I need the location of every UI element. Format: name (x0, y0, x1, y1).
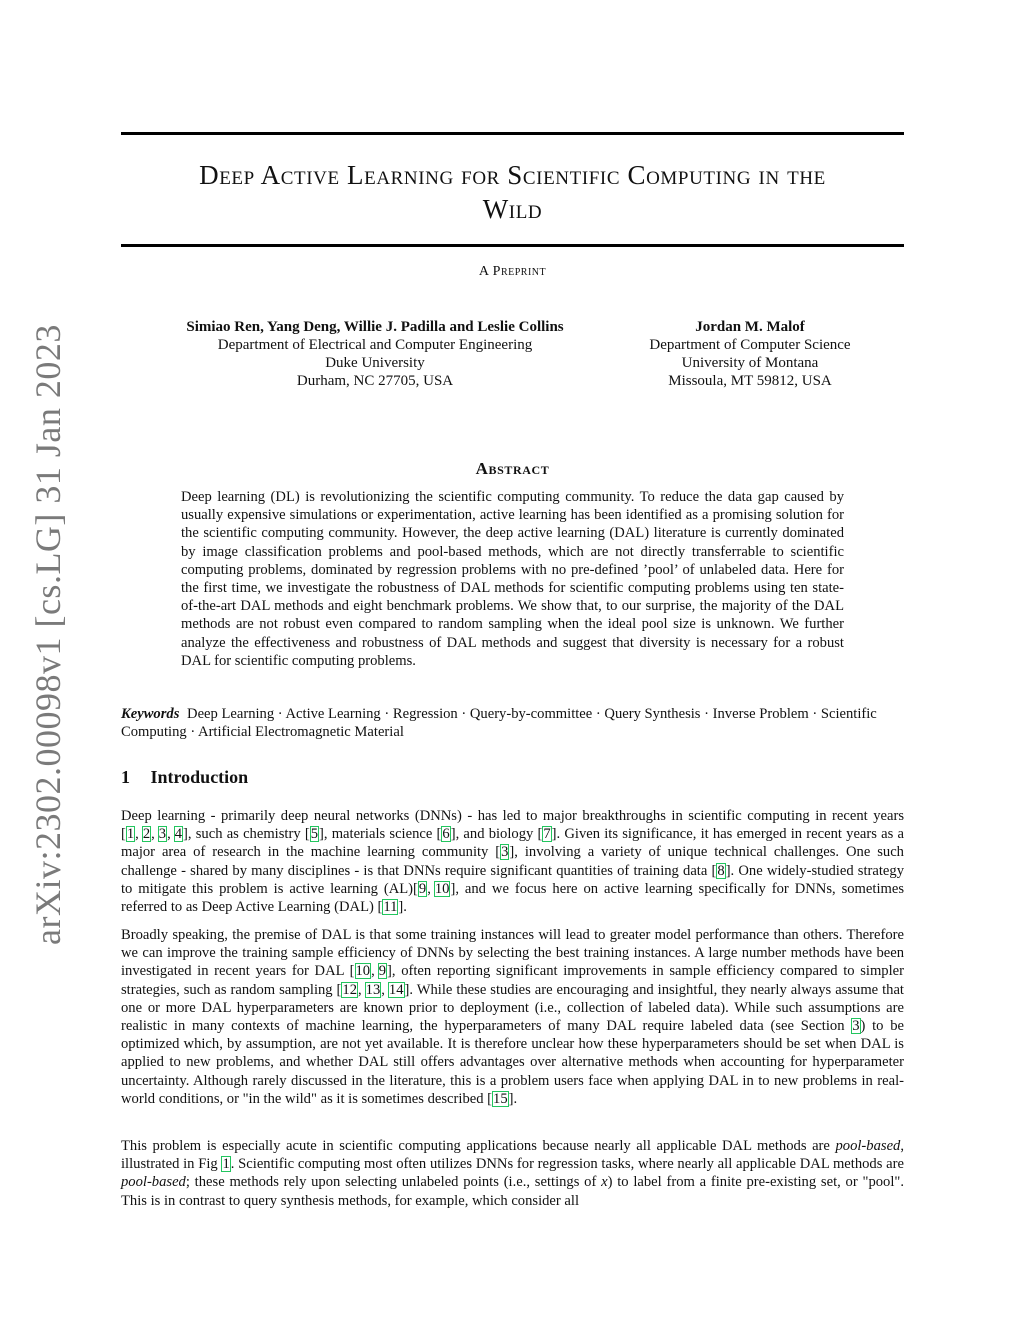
paper-title-line-2: Wild (482, 194, 543, 224)
citation-link[interactable]: 3 (158, 826, 167, 843)
text-run: ]. (508, 1090, 518, 1107)
text-run: . Scientific computing most often utilizes DNNs for regression tasks, where nearly all applicable DAL methods are (230, 1156, 904, 1173)
intro-paragraph-2 (121, 926, 904, 1108)
citation-link[interactable]: 8 (717, 862, 725, 879)
citation-link[interactable]: 7 (543, 826, 551, 843)
text-run: ]. While these studies are encouraging and insightful, they nearly always assume that one or more DAL hyperparameters are known prior to deployment (i.e., collection of labeled data). While such assumptions are realistic in many contexts of machine learning, the hyperparameters of many DAL require labeled data (see Section (121, 981, 904, 1035)
author-names: Jordan M. Malof (695, 319, 805, 335)
citation-link[interactable]: 4 (174, 826, 183, 843)
text-run: ]. One widely-studied strategy to mitigate this problem is active learning (AL)[ (121, 862, 904, 897)
text-run: ]. Given its significance, it has emerged in recent years as a major area of research in the machine learning community [ (121, 826, 904, 861)
keywords-label: Keywords (121, 706, 180, 722)
text-run: ], such as chemistry [ (183, 826, 310, 843)
paper-title (121, 158, 904, 226)
emphasis-text: pool-based (121, 1174, 186, 1191)
author-names: Simiao Ren, Yang Deng, Willie J. Padilla and Leslie Collins (186, 319, 564, 335)
text-run: ], often reporting significant improvements in sample efficiency compared to simpler strategies, such as random sampling [ (121, 963, 904, 998)
text-run: Deep learning - primarily deep neural networks (DNNs) - has led to major breakthroughs in scientific computing in recent years [ (121, 808, 904, 843)
citation-link[interactable]: 10 (434, 880, 450, 897)
abstract-heading: Abstract (475, 459, 550, 478)
math-variable: x (601, 1174, 608, 1191)
citation-separator: , (135, 826, 139, 843)
text-run: , illustrated in Fig (121, 1138, 904, 1173)
citation-link[interactable]: 6 (442, 826, 450, 843)
citation-link[interactable]: 2 (142, 826, 151, 843)
citation-link[interactable]: 13 (365, 981, 381, 998)
citation-separator: , (358, 981, 362, 998)
citation-link[interactable]: 9 (418, 880, 427, 897)
author-affiliation: Department of Electrical and Computer Engineering (217, 337, 533, 353)
citation-link[interactable]: 11 (383, 899, 398, 916)
paper-title-line-1: Deep Active Learning for Scientific Computing in the (199, 160, 826, 190)
keywords-list: Deep Learning · Active Learning · Regression · Query-by-committee · Query Synthesis · Inverse Problem · Scientific Computing · Artificial Electromagnetic Material (121, 706, 877, 741)
author-institution: Duke University (325, 355, 425, 371)
author-location: Missoula, MT 59812, USA (668, 373, 832, 389)
keywords (121, 705, 904, 741)
author-affiliation: Department of Computer Science (649, 337, 851, 353)
text-run: ], materials science [ (318, 826, 442, 843)
title-top-rule (121, 132, 904, 135)
text-run: ; these methods rely upon selecting unlabeled points (i.e., settings of (185, 1174, 602, 1191)
author-institution: University of Montana (681, 355, 819, 371)
arxiv-identifier-stamp: arXiv:2302.00098v1 [cs.LG] 31 Jan 2023 (28, 324, 68, 945)
citation-link[interactable]: 3 (501, 844, 509, 861)
preprint-label: A Preprint (478, 264, 547, 279)
author-block-duke (160, 318, 590, 390)
citation-separator: , (151, 826, 155, 843)
citation-link[interactable]: 15 (493, 1090, 508, 1107)
text-run: ) to be optimized which, by assumption, are not yet available. It is therefore unclear how these hyperparameters should be set when DAL is applied to new problems, and whether DAL still offers advantages over alternative methods when accounting for hyperparameter uncertainty. Although rarely discussed in the literature, this is a problem users face when applying DAL in to new problems in real-world conditions, or "in the wild" as it is sometimes described [ (121, 1018, 904, 1107)
citation-separator: , (167, 826, 171, 843)
section-number: 1 (121, 767, 130, 787)
title-bottom-rule (121, 244, 904, 247)
intro-paragraph-3 (121, 1137, 904, 1210)
intro-paragraph-1 (121, 807, 904, 916)
section-heading-introduction (121, 767, 248, 788)
author-location: Durham, NC 27705, USA (296, 373, 454, 389)
text-run: ], involving a variety of unique technical challenges. One such challenge - shared by many disciplines - is that DNNs require significant quantities of training data [ (121, 844, 904, 879)
citation-link[interactable]: 12 (342, 981, 357, 998)
abstract-text: Deep learning (DL) is revolutionizing the scientific computing community. To reduce the data gap caused by usually expensive simulations or experimentation, active learning has been identified as a promising solution for the scientific computing community. However, the deep active learning (DAL) literature is currently dominated by image classification problems and pool-based methods, which are not directly transferrable to scientific computing problems, dominated by regression problems with no pre-defined ’pool’ of unlabeled data. Here for the first time, we investigate the robustness of DAL methods for scientific computing problems using ten state-of-the-art DAL methods and eight benchmark problems. We show that, to our surprise, the majority of the DAL methods are not robust even compared to random sampling when the ideal pool size is unknown. We further analyze the effectiveness and robustness of DAL methods and suggest that diversity is necessary for a robust DAL for scientific computing problems. (181, 489, 844, 669)
text-run: ], and biology [ (450, 826, 543, 843)
citation-link[interactable]: 9 (378, 963, 387, 980)
section-reference-link[interactable]: 3 (852, 1018, 860, 1035)
citation-separator: , (381, 981, 385, 998)
citation-link[interactable]: 14 (388, 981, 404, 998)
author-block-montana (630, 318, 870, 390)
text-run: ) to label from a finite pre-existing set, or "pool". This is in contrast to query synthesis methods, for example, which consider all (121, 1174, 904, 1209)
citation-link[interactable]: 5 (310, 826, 318, 843)
citation-link[interactable]: 10 (355, 963, 371, 980)
text-run: This problem is especially acute in scientific computing applications because nearly all applicable DAL methods are (121, 1138, 836, 1154)
text-run: ], and we focus here on active learning specifically for DNNs, sometimes referred to as Deep Active Learning (DAL) [ (121, 880, 905, 916)
citation-separator: , (371, 963, 375, 980)
text-run: Broadly speaking, the premise of DAL is that some training instances will lead to greater model performance than others. Therefore we can improve the training sample efficiency of DNNs by selecting the best training instances. A large number methods have been investigated in recent years for DAL [ (121, 927, 904, 980)
citation-link[interactable]: 1 (126, 826, 135, 843)
emphasis-text: pool-based (835, 1138, 901, 1154)
citation-separator: , (427, 880, 431, 897)
section-title: Introduction (150, 767, 249, 787)
figure-reference-link[interactable]: 1 (222, 1156, 230, 1173)
text-run: ]. (398, 899, 407, 916)
